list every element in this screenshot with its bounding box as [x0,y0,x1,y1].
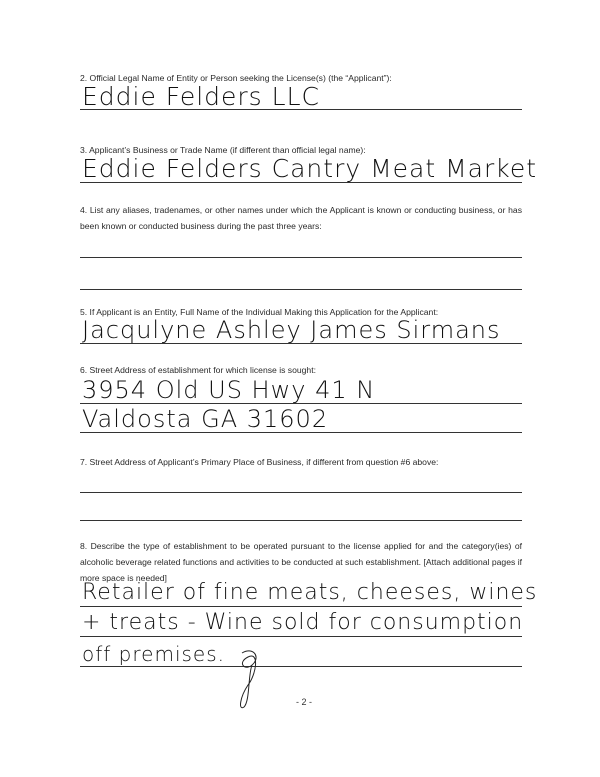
question-3-answer: Eddie Felders Cantry Meat Market [82,154,538,183]
question-8-label: 8. Describe the type of establishment to be operated pursuant to the license applied for and the category(ies) of alcoholic beverage related functions and activities to be conducted at such establishment. [Attach additional pages if more space is needed] [80,541,522,583]
answer-line [80,432,522,433]
question-7-label: 7. Street Address of Applicant’s Primary Place of Business, if different from question #6 above: [80,457,439,467]
page-number: - 2 - [296,697,313,707]
answer-line [80,492,522,493]
question-2-label: 2. Official Legal Name of Entity or Person seeking the License(s) (the “Applicant”): [80,73,392,83]
answer-line [80,289,522,290]
question-2-answer: Eddie Felders LLC [82,82,320,111]
question-6-answer-line2: Valdosta GA 31602 [82,405,329,433]
question-8-answer-line3: off premises. [82,642,225,666]
answer-line [80,182,522,183]
question-6-answer-line1: 3954 Old US Hwy 41 N [82,376,376,404]
question-8-answer-line1: Retailer of fine meats, cheeses, wines [82,580,538,605]
question-5-answer: Jacqulyne Ashley James Sirmans [82,316,501,344]
question-3-label: 3. Applicant’s Business or Trade Name (if different than official legal name): [80,145,366,155]
answer-line [80,343,522,344]
answer-line [80,636,522,637]
answer-line [80,666,522,667]
question-8-answer-line2: + treats - Wine sold for consumption [82,610,524,635]
initials-signature [230,645,270,715]
question-6-label: 6. Street Address of establishment for which license is sought: [80,365,316,375]
answer-line [80,606,522,607]
answer-line [80,520,522,521]
answer-line [80,403,522,404]
answer-line [80,109,522,110]
question-5-label: 5. If Applicant is an Entity, Full Name of the Individual Making this Application for the Applicant: [80,307,439,317]
answer-line [80,257,522,258]
question-4-label: 4. List any aliases, tradenames, or other names under which the Applicant is known or conducting business, or has been known or conducted business during the past three years: [80,205,522,231]
